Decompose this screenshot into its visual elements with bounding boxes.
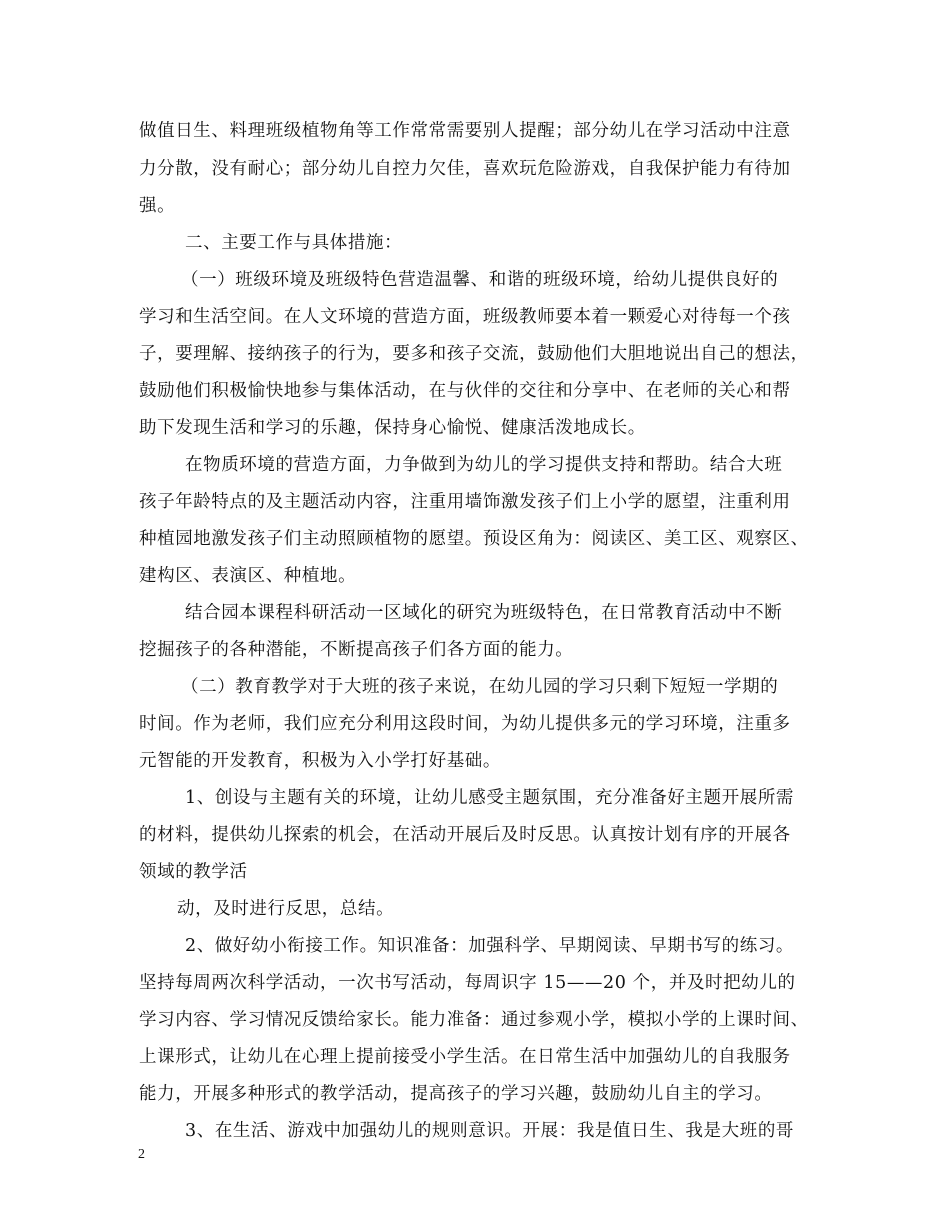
- text-line: 元智能的开发教育，积极为入小学打好基础。: [139, 751, 501, 771]
- text-line: 3、在生活、游戏中加强幼儿的规则意识。开展：我是值日生、我是大班的哥: [185, 1121, 795, 1141]
- text-line: 做值日生、料理班级植物角等工作常常需要别人提醒；部分幼儿在学习活动中注意: [139, 121, 791, 141]
- text-line: 能力，开展多种形式的教学活动，提高孩子的学习兴趣，鼓励幼儿自主的学习。: [139, 1084, 773, 1104]
- text-line: 建构区、表演区、种植地。: [139, 566, 357, 586]
- text-line: 助下发现生活和学习的乐趣，保持身心愉悦、健康活泼地成长。: [139, 418, 646, 438]
- text-line: 强。: [139, 196, 176, 216]
- page-number: 2: [138, 1147, 145, 1162]
- text-line: 鼓励他们积极愉快地参与集体活动，在与伙伴的交往和分享中、在老师的关心和帮: [139, 381, 791, 401]
- text-line: 种植园地激发孩子们主动照顾植物的愿望。预设区角为：阅读区、美工区、观察区、: [139, 529, 809, 549]
- section-heading: 二、主要工作与具体措施：: [185, 233, 403, 253]
- text-line: 子，要理解、接纳孩子的行为，要多和孩子交流，鼓励他们大胆地说出自己的想法，: [139, 344, 809, 364]
- text-line: 学习和生活空间。在人文环境的营造方面，班级教师要本着一颗爱心对待每一个孩: [139, 307, 791, 327]
- text-line: 动，及时进行反思，总结。: [177, 899, 395, 919]
- subsection-heading: （二）教育教学对于大班的孩子来说，在幼儿园的学习只剩下短短一学期的: [181, 677, 779, 697]
- text-line: 1、创设与主题有关的环境，让幼儿感受主题氛围，充分准备好主题开展所需: [185, 788, 795, 808]
- text-line: 孩子年龄特点的及主题活动内容，注重用墙饰激发孩子们上小学的愿望，注重利用: [139, 492, 791, 512]
- text-line: 在物质环境的营造方面，力争做到为幼儿的学习提供支持和帮助。结合大班: [185, 455, 783, 475]
- text-line: 挖掘孩子的各种潜能，不断提高孩子们各方面的能力。: [139, 640, 574, 660]
- text-line: 的材料，提供幼儿探索的机会，在活动开展后及时反思。认真按计划有序的开展各: [139, 825, 791, 845]
- text-line: 领域的教学活: [139, 862, 248, 882]
- text-line: 学习内容、学习情况反馈给家长。能力准备：通过参观小学，模拟小学的上课时间、: [139, 1010, 809, 1030]
- text-line: 时间。作为老师，我们应充分利用这段时间，为幼儿提供多元的学习环境，注重多: [139, 714, 791, 734]
- subsection-heading: （一）班级环境及班级特色营造温馨、和谐的班级环境，给幼儿提供良好的: [181, 270, 779, 290]
- text-line: 上课形式，让幼儿在心理上提前接受小学生活。在日常生活中加强幼儿的自我服务: [139, 1047, 791, 1067]
- text-line: 坚持每周两次科学活动，一次书写活动，每周识字 15——20 个，并及时把幼儿的: [139, 973, 796, 993]
- text-line: 2、做好幼小衔接工作。知识准备：加强科学、早期阅读、早期书写的练习。: [185, 936, 795, 956]
- text-line: 结合园本课程科研活动一区域化的研究为班级特色，在日常教育活动中不断: [185, 603, 783, 623]
- text-line: 力分散，没有耐心；部分幼儿自控力欠佳，喜欢玩危险游戏，自我保护能力有待加: [139, 159, 791, 179]
